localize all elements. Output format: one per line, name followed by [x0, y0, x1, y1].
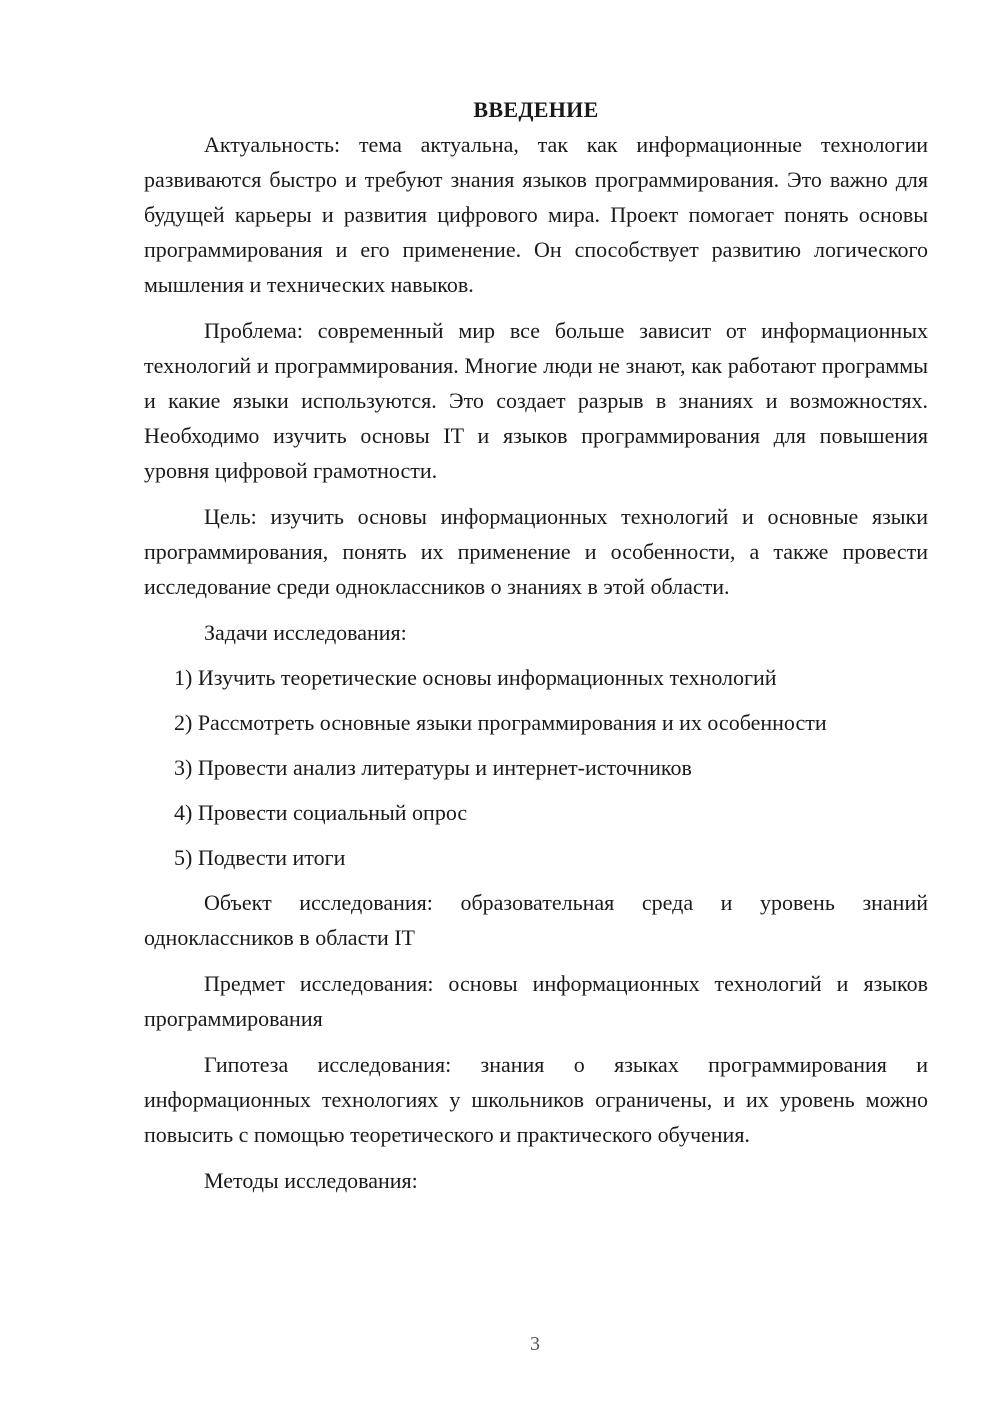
subject-paragraph: Предмет исследования: основы информационных технологий и языков программирования — [144, 971, 928, 1031]
document-page — [144, 92, 928, 1208]
page-number: 3 — [530, 1333, 540, 1355]
task-item: 4) Провести социальный опрос — [174, 800, 468, 825]
task-item: 5) Подвести итоги — [174, 845, 346, 870]
goal-paragraph: Цель: изучить основы информационных технологий и основные языки программирования, понять их применение и особенности, а также провести исследование среди одноклассников о знаниях в этой области. — [144, 504, 928, 599]
task-item: 2) Рассмотреть основные языки программирования и их особенности — [174, 710, 827, 735]
tasks-list — [144, 660, 928, 875]
object-paragraph: Объект исследования: образовательная среда и уровень знаний одноклассников в области IT — [144, 890, 928, 950]
task-item: 1) Изучить теоретические основы информационных технологий — [174, 665, 777, 690]
relevance-paragraph: Актуальность: тема актуальна, так как информационные технологии развиваются быстро и требуют знания языков программирования. Это важно для будущей карьеры и развития цифрового мира. Проект помогает понять основы программирования и его применение. Он способствует развитию логического мышления и технических навыков. — [144, 132, 928, 297]
task-item: 3) Провести анализ литературы и интернет-источников — [174, 755, 692, 780]
tasks-heading: Задачи исследования: — [204, 620, 407, 645]
page-title: ВВЕДЕНИЕ — [473, 97, 599, 122]
methods-heading: Методы исследования: — [204, 1168, 418, 1193]
hypothesis-paragraph: Гипотеза исследования: знания о языках программирования и информационных технологиях у школьников ограничены, и их уровень можно повысить с помощью теоретического и практического обучения. — [144, 1052, 928, 1147]
problem-paragraph: Проблема: современный мир все больше зависит от информационных технологий и программирования. Многие люди не знают, как работают программы и какие языки используются. Это создает разрыв в знаниях и возможностях. Необходимо изучить основы IT и языков программирования для повышения уровня цифровой грамотности. — [144, 318, 928, 483]
